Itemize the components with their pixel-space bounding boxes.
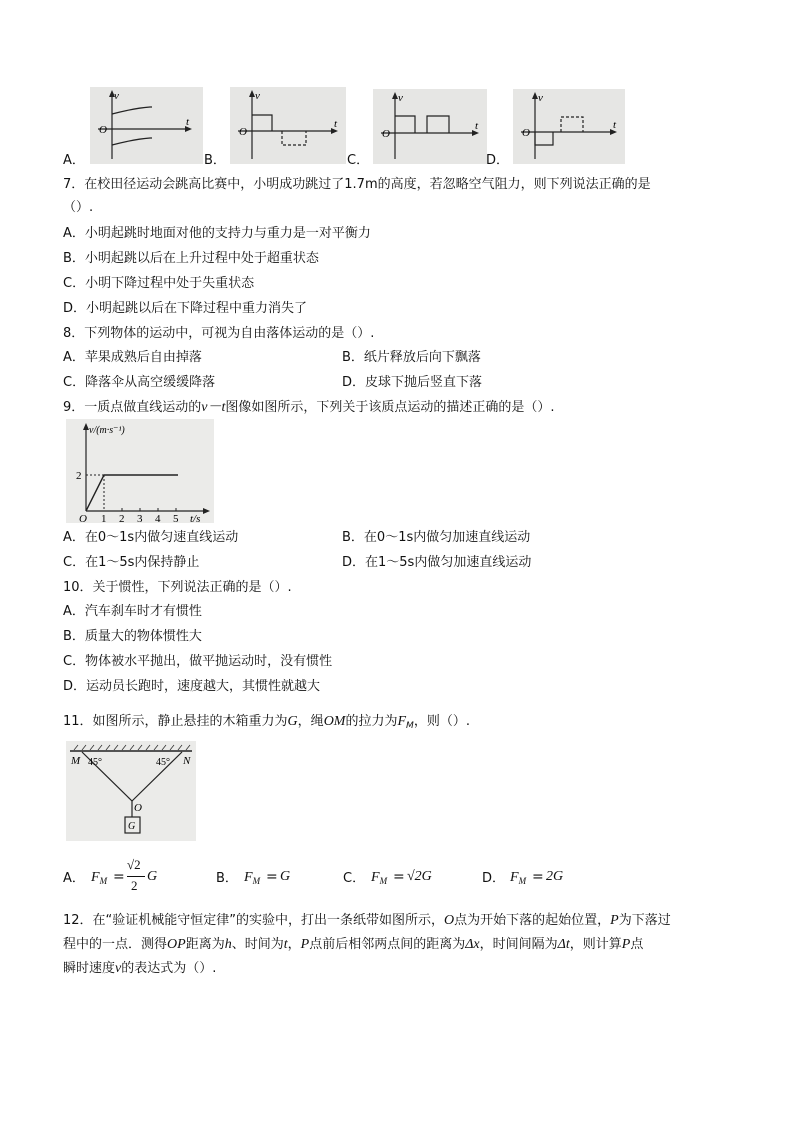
point-o-label: O: [134, 802, 142, 814]
vt-graph-figure: [66, 419, 214, 523]
q11-option-c[interactable]: C． $F_M$ = √2G: [343, 869, 432, 886]
q6-option-d-label[interactable]: D．: [486, 153, 510, 168]
vt-graph-a: [90, 87, 203, 164]
vt-graph-xtick: 4: [155, 513, 161, 523]
q11-option-d[interactable]: D． $F_M$ = 2G: [482, 869, 564, 886]
angle-right-label: 45°: [156, 757, 170, 768]
vt-graph-xtick: 1: [101, 513, 107, 523]
box-g-label: G: [128, 821, 136, 832]
q12-stem-line2: 程中的一点．测得OP距离为h、时间为t，P点前后相邻两点间的距离为Δx，时间间隔为Δt，则计算P点: [63, 937, 644, 952]
vt-graph-d: [513, 89, 625, 164]
q9-stem: 9．一质点做直线运动的v－t图像如图所示，下列关于该质点运动的描述正确的是（）.: [63, 400, 555, 415]
svg-text:t: t: [186, 116, 190, 128]
svg-text:t: t: [334, 118, 338, 130]
q9-option-b[interactable]: B．在0～1s内做匀加速直线运动: [342, 530, 531, 545]
hanging-box-diagram: [66, 741, 196, 841]
q8-option-d[interactable]: D．皮球下抛后竖直下落: [342, 375, 483, 390]
q11-option-b[interactable]: B． $F_M$ = G: [216, 869, 291, 886]
q9-option-a[interactable]: A．在0～1s内做匀速直线运动: [63, 530, 239, 545]
q6-option-a-label[interactable]: A．: [63, 153, 85, 168]
q7-stem-paren: （）.: [63, 200, 94, 215]
q10-option-d[interactable]: D．运动员长跑时，速度越大，其惯性就越大: [63, 679, 321, 694]
q6-option-c-label[interactable]: C．: [347, 153, 370, 168]
svg-text:O: O: [99, 124, 107, 136]
svg-text:v: v: [114, 90, 119, 102]
q7-option-c[interactable]: C．小明下降过程中处于失重状态: [63, 276, 255, 291]
q7-option-a[interactable]: A．小明起跳时地面对他的支持力与重力是一对平衡力: [63, 226, 371, 241]
svg-text:v: v: [255, 90, 260, 102]
vt-graph-origin: O: [79, 513, 87, 523]
q7-stem: 7．在校田径运动会跳高比赛中，小明成功跳过了1.7m的高度，若忽略空气阻力，则下列说法正确的是: [63, 177, 651, 192]
svg-text:v: v: [538, 92, 543, 104]
q8-option-a[interactable]: A．苹果成熟后自由掉落: [63, 350, 202, 365]
q7-option-b[interactable]: B．小明起跳以后在上升过程中处于超重状态: [63, 251, 319, 266]
q8-stem: 8．下列物体的运动中，可视为自由落体运动的是（）.: [63, 326, 375, 341]
vt-graph-ylabel: v/(m·s⁻¹): [89, 425, 125, 436]
vt-graph: [66, 419, 214, 523]
q9-option-d[interactable]: D．在1～5s内做匀加速直线运动: [342, 555, 532, 570]
angle-left-label: 45°: [88, 757, 102, 768]
figure-option-a: [90, 87, 203, 164]
svg-text:O: O: [522, 127, 530, 139]
q11-stem: 11．如图所示，静止悬挂的木箱重力为G，绳OM的拉力为$F_M$，则（）.: [63, 714, 470, 731]
vt-graph-ytick: 2: [76, 470, 82, 482]
q6-option-b-label[interactable]: B．: [204, 153, 226, 168]
point-m-label: M: [71, 755, 81, 767]
fraction-numerator: √2: [127, 857, 141, 872]
svg-text:t: t: [475, 120, 479, 132]
figure-option-b: [230, 87, 346, 164]
q8-option-c[interactable]: C．降落伞从高空缓缓降落: [63, 375, 216, 390]
q7-option-d[interactable]: D．小明起跳以后在下降过程中重力消失了: [63, 301, 308, 316]
vt-graph-xtick: 2: [119, 513, 125, 523]
svg-text:t: t: [613, 119, 617, 131]
q12-stem-line1: 12．在“验证机械能守恒定律”的实验中，打出一条纸带如图所示，O点为开始下落的起始位置，P为下落过: [63, 913, 671, 928]
figure-option-d: [513, 89, 625, 164]
q10-option-b[interactable]: B．质量大的物体惯性大: [63, 629, 202, 644]
q10-option-a[interactable]: A．汽车刹车时才有惯性: [63, 604, 202, 619]
svg-text:v: v: [398, 92, 403, 104]
q10-stem: 10．关于惯性，下列说法正确的是（）.: [63, 580, 292, 595]
point-n-label: N: [183, 755, 191, 767]
svg-text:O: O: [382, 128, 390, 140]
hanging-box-figure: [66, 741, 196, 841]
vt-graph-xtick: 5: [173, 513, 179, 523]
vt-graph-c: [373, 89, 487, 164]
vt-graph-xtick: 3: [137, 513, 143, 523]
q10-option-c[interactable]: C．物体被水平抛出，做平抛运动时，没有惯性: [63, 654, 333, 669]
q12-stem-line3: 瞬时速度v的表达式为（）.: [63, 961, 217, 976]
figure-option-c: [373, 89, 487, 164]
q11-option-a[interactable]: A． $F_M$ = √2 2 G: [63, 857, 158, 893]
fraction-denominator: 2: [131, 878, 138, 893]
svg-text:O: O: [239, 126, 247, 138]
q8-option-b[interactable]: B．纸片释放后向下飘落: [342, 350, 481, 365]
q9-option-c[interactable]: C．在1～5s内保持静止: [63, 555, 200, 570]
vt-graph-b: [230, 87, 346, 164]
vt-graph-xlabel: t/s: [190, 513, 201, 523]
